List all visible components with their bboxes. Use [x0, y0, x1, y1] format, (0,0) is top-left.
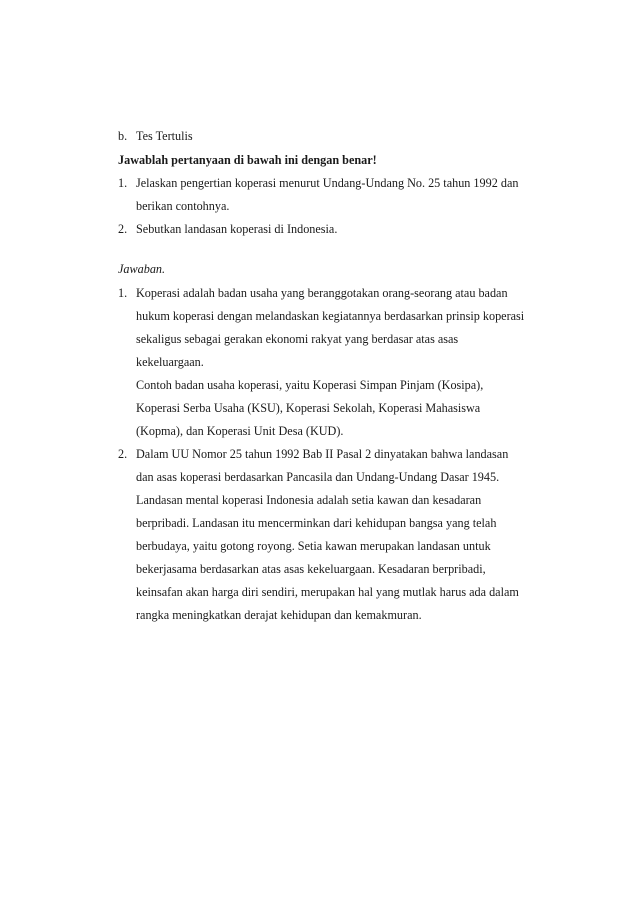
question-line: Sebutkan landasan koperasi di Indonesia. — [136, 222, 338, 236]
question-line: berikan contohnya. — [136, 199, 230, 213]
answer-line: (Kopma), dan Koperasi Unit Desa (KUD). — [136, 424, 344, 438]
section-title: Tes Tertulis — [136, 129, 193, 143]
answer-line: dan asas koperasi berdasarkan Pancasila dan Undang-Undang Dasar 1945. — [136, 470, 500, 484]
answer-line: berpribadi. Landasan itu mencerminkan dari kehidupan bangsa yang telah — [136, 516, 497, 530]
answer-1 — [118, 286, 508, 301]
answer-line: Koperasi adalah badan usaha yang beranggotakan orang-seorang atau badan — [136, 286, 508, 300]
answer-line: Koperasi Serba Usaha (KSU), Koperasi Sekolah, Koperasi Mahasiswa — [136, 401, 481, 415]
answer-line: bekerjasama berdasarkan atas asas kekeluargaan. Kesadaran berpribadi, — [136, 562, 486, 576]
answer-line: Contoh badan usaha koperasi, yaitu Koperasi Simpan Pinjam (Kosipa), — [136, 378, 484, 392]
answer-number: 2. — [118, 447, 128, 461]
section-label: b. — [118, 129, 128, 143]
section-heading — [118, 129, 193, 144]
answer-line: hukum koperasi dengan melandaskan kegiatannya berdasarkan prinsip koperasi — [136, 309, 525, 323]
answer-line: sekaligus sebagai gerakan ekonomi rakyat yang berdasar atas asas — [136, 332, 459, 346]
answer-number: 1. — [118, 286, 128, 300]
question-number: 2. — [118, 222, 128, 236]
instruction-text: Jawablah pertanyaan di bawah ini dengan benar! — [118, 153, 377, 167]
answer-line: Landasan mental koperasi Indonesia adalah setia kawan dan kesadaran — [136, 493, 482, 507]
question-2 — [118, 222, 337, 237]
question-line: Jelaskan pengertian koperasi menurut Undang-Undang No. 25 tahun 1992 dan — [136, 176, 519, 190]
answer-heading: Jawaban. — [118, 262, 166, 276]
answer-2 — [118, 447, 508, 462]
answer-line: rangka meningkatkan derajat kehidupan dan kemakmuran. — [136, 608, 422, 622]
question-number: 1. — [118, 176, 128, 190]
answer-line: Dalam UU Nomor 25 tahun 1992 Bab II Pasal 2 dinyatakan bahwa landasan — [136, 447, 509, 461]
answer-line: keinsafan akan harga diri sendiri, merupakan hal yang mutlak harus ada dalam — [136, 585, 519, 599]
question-1 — [118, 176, 518, 191]
answer-line: kekeluargaan. — [136, 355, 204, 369]
answer-line: berbudaya, yaitu gotong royong. Setia kawan merupakan landasan untuk — [136, 539, 491, 553]
